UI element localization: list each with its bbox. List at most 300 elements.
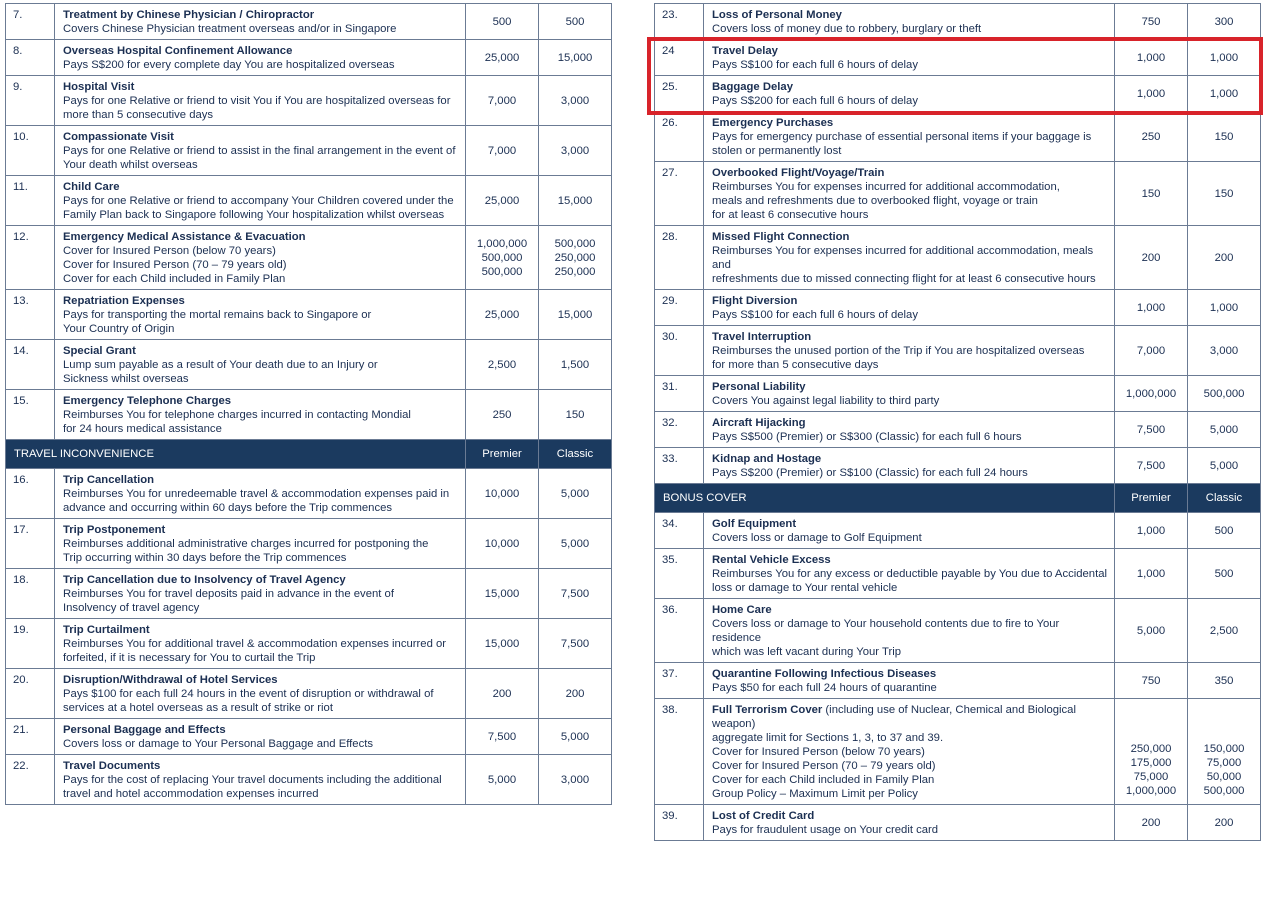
item-detail-line: Cover for each Child included in Family Plan xyxy=(712,774,935,786)
classic-value xyxy=(1188,599,1261,663)
item-title-text: Lost of Credit Card xyxy=(712,810,815,822)
classic-amount: 150 xyxy=(565,408,585,421)
item-title-text: Golf Equipment xyxy=(712,518,797,530)
item-number: 26. xyxy=(655,112,704,162)
item-number: 8. xyxy=(6,40,55,76)
table-row xyxy=(6,40,612,76)
table-row xyxy=(655,805,1261,841)
premier-value xyxy=(466,290,539,340)
premier-amount: 25,000 xyxy=(484,308,520,321)
premier-amount: 15,000 xyxy=(484,587,520,600)
classic-value xyxy=(1188,376,1261,412)
premier-amount: 1,000 xyxy=(1136,567,1166,580)
premier-column-header: Premier xyxy=(466,440,539,469)
premier-value xyxy=(466,76,539,126)
premier-value xyxy=(1115,290,1188,326)
classic-value xyxy=(539,519,612,569)
classic-value xyxy=(1188,290,1261,326)
item-detail-line: Covers loss or damage to Your household contents due to fire to Your residence xyxy=(712,618,1060,644)
item-title-text: Trip Postponement xyxy=(63,524,166,536)
premier-value xyxy=(1115,162,1188,226)
premier-amount: 5,000 xyxy=(1136,624,1166,637)
item-detail-line: Pays for fraudulent usage on Your credit card xyxy=(712,824,939,836)
item-description xyxy=(704,513,1115,549)
classic-amount: 350 xyxy=(1214,674,1234,687)
item-detail-line: more than 5 consecutive days xyxy=(63,109,214,121)
premier-column-header: Premier xyxy=(1115,484,1188,513)
table-row xyxy=(6,4,612,40)
item-description xyxy=(704,448,1115,484)
classic-amount: 500,000 xyxy=(1203,785,1245,797)
item-detail-line: Pays $100 for each full 24 hours in the event of disruption or withdrawal of xyxy=(63,688,434,700)
item-title xyxy=(712,416,1108,430)
item-title xyxy=(712,8,1108,22)
classic-amount: 7,500 xyxy=(560,637,590,650)
classic-value xyxy=(1188,805,1261,841)
item-description xyxy=(704,76,1115,112)
item-detail-line: Reimburses You for additional travel & accommodation expenses incurred or xyxy=(63,638,447,650)
item-description xyxy=(704,112,1115,162)
premier-amount: 500,000 xyxy=(481,251,523,264)
item-description xyxy=(55,76,466,126)
premier-amount: 250,000 xyxy=(1130,743,1172,755)
item-detail-line: Pays for one Relative or friend to visit You if You are hospitalized overseas for xyxy=(63,95,451,107)
item-detail-line: Reimburses You for travel deposits paid in advance in the event of xyxy=(63,588,394,600)
item-description xyxy=(55,469,466,519)
classic-value xyxy=(1188,448,1261,484)
table-row xyxy=(655,290,1261,326)
item-title-text: Rental Vehicle Excess xyxy=(712,554,831,566)
item-description xyxy=(55,126,466,176)
table-row xyxy=(655,326,1261,376)
classic-amount: 500 xyxy=(565,15,585,28)
item-title xyxy=(712,80,1108,94)
item-detail-line: Trip occurring within 30 days before the Trip commences xyxy=(63,552,347,564)
premier-amount: 5,000 xyxy=(487,773,517,786)
item-detail-line: Pays for transporting the mortal remains back to Singapore or xyxy=(63,309,372,321)
section-title: TRAVEL INCONVENIENCE xyxy=(6,440,466,469)
classic-value xyxy=(539,755,612,805)
premier-amount: 7,500 xyxy=(1136,423,1166,436)
item-description xyxy=(704,805,1115,841)
item-detail-line: Pays S$100 for each full 6 hours of delay xyxy=(712,309,918,321)
item-title-text: Personal Liability xyxy=(712,381,806,393)
item-title-text: Compassionate Visit xyxy=(63,131,174,143)
classic-column-header: Classic xyxy=(1188,484,1261,513)
item-detail-line: Insolvency of travel agency xyxy=(63,602,200,614)
section-header-row xyxy=(655,484,1261,513)
item-detail-line: Reimburses You for expenses incurred for additional accommodation, xyxy=(712,181,1060,193)
classic-value xyxy=(539,4,612,40)
table-row xyxy=(655,663,1261,699)
item-title xyxy=(63,44,459,58)
table-row xyxy=(655,226,1261,290)
item-detail-line: Lump sum payable as a result of Your death due to an Injury or xyxy=(63,359,378,371)
premier-amount: 25,000 xyxy=(484,194,520,207)
premier-amount: 7,500 xyxy=(1136,459,1166,472)
item-detail-line: Your death whilst overseas xyxy=(63,159,198,171)
classic-amount: 500,000 xyxy=(1203,387,1245,400)
premier-amount: 175,000 xyxy=(1130,757,1172,769)
item-detail-line: stolen or permanently lost xyxy=(712,145,842,157)
classic-value xyxy=(539,669,612,719)
item-description xyxy=(704,290,1115,326)
premier-value xyxy=(466,226,539,290)
item-detail-line: Reimburses You for unredeemable travel & accommodation expenses paid in xyxy=(63,488,450,500)
item-detail-line: forfeited, if it is necessary for You to curtail the Trip xyxy=(63,652,316,664)
item-title-text: Treatment by Chinese Physician / Chiropractor xyxy=(63,9,315,21)
left-benefits-table xyxy=(5,3,612,805)
item-number: 20. xyxy=(6,669,55,719)
item-number: 15. xyxy=(6,390,55,440)
premier-value xyxy=(466,4,539,40)
classic-amount: 150 xyxy=(1214,130,1234,143)
premier-amount: 200 xyxy=(492,687,512,700)
table-row xyxy=(6,519,612,569)
item-detail-line: Covers loss or damage to Your Personal Baggage and Effects xyxy=(63,738,374,750)
item-title xyxy=(712,452,1108,466)
item-title xyxy=(63,759,459,773)
classic-amount: 1,000 xyxy=(1209,51,1239,64)
classic-amount: 1,000 xyxy=(1209,87,1239,100)
premier-amount: 75,000 xyxy=(1133,771,1169,783)
classic-amount: 5,000 xyxy=(560,730,590,743)
premier-value xyxy=(1115,699,1188,805)
item-description xyxy=(704,599,1115,663)
premier-amount: 150 xyxy=(1141,187,1161,200)
item-detail-line: Pays for emergency purchase of essential personal items if your baggage is xyxy=(712,131,1092,143)
table-row xyxy=(655,4,1261,40)
classic-value xyxy=(1188,40,1261,76)
table-row xyxy=(6,569,612,619)
table-row xyxy=(6,226,612,290)
premier-amount: 7,000 xyxy=(487,94,517,107)
item-detail-line: Pays for the cost of replacing Your travel documents including the additional xyxy=(63,774,442,786)
item-title xyxy=(63,623,459,637)
premier-amount: 250 xyxy=(492,408,512,421)
item-number: 24 xyxy=(655,40,704,76)
premier-value xyxy=(1115,76,1188,112)
premier-value xyxy=(1115,412,1188,448)
classic-value xyxy=(1188,663,1261,699)
item-description xyxy=(704,376,1115,412)
item-detail-line: Sickness whilst overseas xyxy=(63,373,189,385)
item-number: 22. xyxy=(6,755,55,805)
item-detail-line: refreshments due to missed connecting flight for at least 6 consecutive hours xyxy=(712,273,1096,285)
classic-amount: 3,000 xyxy=(560,144,590,157)
classic-value xyxy=(1188,162,1261,226)
premier-amount: 1,000,000 xyxy=(1125,387,1177,400)
item-detail-line: Pays S$200 for each full 6 hours of delay xyxy=(712,95,918,107)
item-number: 33. xyxy=(655,448,704,484)
premier-value xyxy=(1115,326,1188,376)
item-description xyxy=(704,4,1115,40)
classic-value xyxy=(1188,112,1261,162)
item-title xyxy=(63,523,459,537)
premier-value xyxy=(466,519,539,569)
premier-value xyxy=(1115,448,1188,484)
item-title-text: Kidnap and Hostage xyxy=(712,453,822,465)
item-detail-line: Family Plan back to Singapore following Your hospitalization whilst overseas xyxy=(63,209,445,221)
table-row xyxy=(6,719,612,755)
classic-amount: 50,000 xyxy=(1206,771,1242,783)
premier-value xyxy=(466,569,539,619)
item-number: 14. xyxy=(6,340,55,390)
premier-value xyxy=(466,719,539,755)
section-header-row xyxy=(6,440,612,469)
premier-amount: 750 xyxy=(1141,674,1161,687)
premier-amount: 7,000 xyxy=(487,144,517,157)
item-detail-line: Pays for one Relative or friend to assist in the final arrangement in the event of xyxy=(63,145,456,157)
item-title xyxy=(712,230,1108,244)
item-title xyxy=(63,180,459,194)
premier-amount: 500 xyxy=(492,15,512,28)
table-row xyxy=(655,549,1261,599)
item-number: 36. xyxy=(655,599,704,663)
premier-value xyxy=(466,669,539,719)
item-title xyxy=(63,394,459,408)
item-title xyxy=(712,166,1108,180)
classic-value xyxy=(539,390,612,440)
item-detail-line: Pays S$200 (Premier) or S$100 (Classic) for each full 24 hours xyxy=(712,467,1028,479)
classic-amount: 3,000 xyxy=(560,773,590,786)
item-title-text: Home Care xyxy=(712,604,772,616)
premier-amount: 1,000,000 xyxy=(1125,785,1177,797)
classic-amount: 5,000 xyxy=(1209,423,1239,436)
item-title xyxy=(712,44,1108,58)
table-row xyxy=(6,469,612,519)
premier-value xyxy=(466,390,539,440)
table-row xyxy=(6,290,612,340)
item-title-text: Travel Delay xyxy=(712,45,778,57)
classic-value xyxy=(1188,412,1261,448)
item-detail-line: Cover for each Child included in Family Plan xyxy=(63,273,286,285)
premier-amount: 7,500 xyxy=(487,730,517,743)
item-title xyxy=(712,517,1108,531)
item-description xyxy=(55,340,466,390)
premier-value xyxy=(466,469,539,519)
classic-value xyxy=(1188,226,1261,290)
item-title-text: Special Grant xyxy=(63,345,136,357)
premier-amount: 2,500 xyxy=(487,358,517,371)
table-row xyxy=(6,126,612,176)
item-number: 16. xyxy=(6,469,55,519)
classic-amount: 150 xyxy=(1214,187,1234,200)
item-title-text: Trip Curtailment xyxy=(63,624,150,636)
classic-amount: 500 xyxy=(1214,524,1234,537)
section-title: BONUS COVER xyxy=(655,484,1115,513)
item-number: 7. xyxy=(6,4,55,40)
item-detail-line: loss or damage to Your rental vehicle xyxy=(712,582,898,594)
item-detail-line: Reimburses You for any excess or deductible payable by You due to Accidental xyxy=(712,568,1108,580)
classic-value xyxy=(1188,549,1261,599)
table-row xyxy=(6,176,612,226)
premier-amount: 1,000 xyxy=(1136,524,1166,537)
premier-value xyxy=(466,619,539,669)
item-title-text: Baggage Delay xyxy=(712,81,793,93)
item-detail-line: Covers You against legal liability to third party xyxy=(712,395,940,407)
classic-value xyxy=(539,469,612,519)
item-title-text: Loss of Personal Money xyxy=(712,9,842,21)
item-description xyxy=(704,699,1115,805)
classic-amount: 200 xyxy=(565,687,585,700)
item-title xyxy=(63,473,459,487)
table-row xyxy=(6,669,612,719)
item-number: 18. xyxy=(6,569,55,619)
premier-amount: 15,000 xyxy=(484,637,520,650)
table-row xyxy=(655,162,1261,226)
item-number: 19. xyxy=(6,619,55,669)
classic-value xyxy=(539,340,612,390)
item-title-suffix: (including use of Nuclear, Chemical and Biological weapon) xyxy=(712,704,1076,730)
classic-amount: 5,000 xyxy=(1209,459,1239,472)
item-title xyxy=(63,294,459,308)
table-row xyxy=(655,699,1261,805)
premier-value xyxy=(466,755,539,805)
classic-amount: 250,000 xyxy=(554,265,596,278)
item-title xyxy=(63,130,459,144)
item-description xyxy=(55,390,466,440)
item-description xyxy=(704,549,1115,599)
item-title-text: Emergency Telephone Charges xyxy=(63,395,232,407)
item-number: 27. xyxy=(655,162,704,226)
item-title xyxy=(712,603,1108,617)
item-title-text: Emergency Purchases xyxy=(712,117,834,129)
item-title-text: Missed Flight Connection xyxy=(712,231,850,243)
item-detail-line: Cover for Insured Person (70 – 79 years old) xyxy=(712,760,936,772)
classic-value xyxy=(539,176,612,226)
premier-amount: 10,000 xyxy=(484,487,520,500)
item-number: 9. xyxy=(6,76,55,126)
classic-amount: 150,000 xyxy=(1203,743,1245,755)
item-title xyxy=(63,8,459,22)
item-title-text: Travel Documents xyxy=(63,760,161,772)
table-row xyxy=(6,755,612,805)
item-title xyxy=(63,573,459,587)
item-detail-line: Reimburses the unused portion of the Trip if You are hospitalized overseas xyxy=(712,345,1085,357)
classic-amount: 7,500 xyxy=(560,587,590,600)
table-row xyxy=(655,513,1261,549)
item-title xyxy=(63,723,459,737)
classic-amount: 15,000 xyxy=(557,51,593,64)
item-detail-line: Pays S$100 for each full 6 hours of delay xyxy=(712,59,918,71)
classic-amount: 3,000 xyxy=(560,94,590,107)
item-number: 39. xyxy=(655,805,704,841)
item-number: 32. xyxy=(655,412,704,448)
item-title xyxy=(712,809,1108,823)
premier-amount: 1,000 xyxy=(1136,301,1166,314)
premier-value xyxy=(1115,513,1188,549)
item-detail-line: Group Policy – Maximum Limit per Policy xyxy=(712,788,918,800)
classic-value xyxy=(1188,76,1261,112)
premier-value xyxy=(1115,40,1188,76)
item-number: 29. xyxy=(655,290,704,326)
item-detail-line: Pays S$200 for every complete day You are hospitalized overseas xyxy=(63,59,395,71)
item-title xyxy=(63,80,459,94)
item-description xyxy=(55,40,466,76)
premier-value xyxy=(466,126,539,176)
premier-value xyxy=(1115,4,1188,40)
table-row xyxy=(655,599,1261,663)
classic-amount: 200 xyxy=(1214,251,1234,264)
item-title xyxy=(63,230,459,244)
classic-amount: 15,000 xyxy=(557,308,593,321)
table-row xyxy=(655,40,1261,76)
item-title-text: Flight Diversion xyxy=(712,295,798,307)
item-description xyxy=(55,4,466,40)
classic-value xyxy=(1188,326,1261,376)
item-detail-line: services at a hotel overseas as a result of strike or riot xyxy=(63,702,333,714)
classic-value xyxy=(539,76,612,126)
classic-amount: 3,000 xyxy=(1209,344,1239,357)
classic-value xyxy=(1188,4,1261,40)
premier-value xyxy=(1115,805,1188,841)
item-title xyxy=(712,703,1108,731)
item-number: 35. xyxy=(655,549,704,599)
item-title-text: Overseas Hospital Confinement Allowance xyxy=(63,45,293,57)
table-row xyxy=(655,76,1261,112)
item-description xyxy=(704,663,1115,699)
item-number: 25. xyxy=(655,76,704,112)
item-description xyxy=(704,40,1115,76)
premier-value xyxy=(466,40,539,76)
item-detail-line: meals and refreshments due to overbooked flight, voyage or train xyxy=(712,195,1038,207)
classic-value xyxy=(539,40,612,76)
item-description xyxy=(55,669,466,719)
item-title-text: Overbooked Flight/Voyage/Train xyxy=(712,167,885,179)
item-title xyxy=(712,553,1108,567)
item-detail-line: for at least 6 consecutive hours xyxy=(712,209,869,221)
item-number: 28. xyxy=(655,226,704,290)
item-description xyxy=(704,226,1115,290)
item-detail-line: Reimburses You for expenses incurred for additional accommodation, meals and xyxy=(712,245,1094,271)
item-detail-line: Pays S$500 (Premier) or S$300 (Classic) for each full 6 hours xyxy=(712,431,1022,443)
right-benefits-table xyxy=(654,3,1261,841)
premier-amount: 1,000,000 xyxy=(476,237,528,250)
item-detail-line: Reimburses You for telephone charges incurred in contacting Mondial xyxy=(63,409,411,421)
classic-amount: 500,000 xyxy=(554,237,596,250)
item-detail-line: Cover for Insured Person (below 70 years) xyxy=(63,245,276,257)
item-title xyxy=(63,673,459,687)
premier-amount: 750 xyxy=(1141,15,1161,28)
classic-value xyxy=(539,619,612,669)
premier-value xyxy=(1115,112,1188,162)
classic-value xyxy=(539,126,612,176)
premier-amount: 200 xyxy=(1141,816,1161,829)
classic-amount: 300 xyxy=(1214,15,1234,28)
premier-amount: 1,000 xyxy=(1136,51,1166,64)
premier-value xyxy=(466,176,539,226)
item-detail-line: Covers Chinese Physician treatment overseas and/or in Singapore xyxy=(63,23,397,35)
item-number: 12. xyxy=(6,226,55,290)
item-title-text: Child Care xyxy=(63,181,120,193)
table-row xyxy=(655,448,1261,484)
classic-amount: 1,000 xyxy=(1209,301,1239,314)
table-row xyxy=(655,376,1261,412)
item-detail-line: Covers loss of money due to robbery, burglary or theft xyxy=(712,23,982,35)
item-detail-line: which was left vacant during Your Trip xyxy=(712,646,902,658)
item-title xyxy=(712,294,1108,308)
item-detail-line: Reimburses additional administrative charges incurred for postponing the xyxy=(63,538,429,550)
table-row xyxy=(655,412,1261,448)
item-number: 38. xyxy=(655,699,704,805)
classic-value xyxy=(1188,699,1261,805)
item-number: 11. xyxy=(6,176,55,226)
item-title-text: Aircraft Hijacking xyxy=(712,417,806,429)
table-row xyxy=(6,619,612,669)
item-description xyxy=(55,226,466,290)
item-detail-line: Your Country of Origin xyxy=(63,323,175,335)
